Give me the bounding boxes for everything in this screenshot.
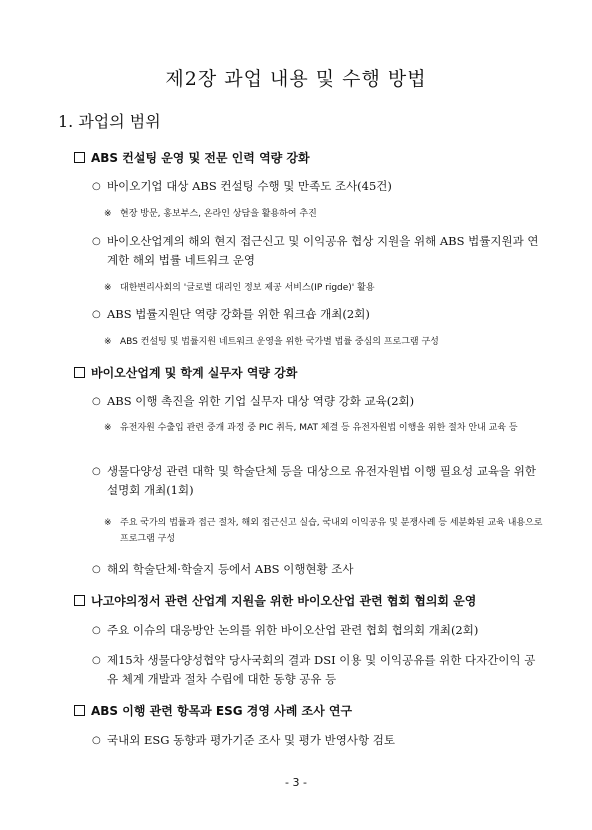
bullet-item: ○ 주요 이슈의 대응방안 논의를 위한 바이오산업 관련 협회 협의회 개최(2회) (92, 621, 542, 640)
block-heading-abs-consulting: ABS 컨설팅 운영 및 전문 인력 역량 강화 (74, 149, 310, 166)
reference-mark-icon: ※ (104, 337, 112, 347)
square-icon (74, 367, 85, 378)
circle-bullet-icon: ○ (92, 466, 101, 477)
bullet-item: ○ 국내외 ESG 동향과 평가기준 조사 및 평가 반영사항 검토 (92, 731, 542, 750)
page-number: - 3 - (285, 776, 307, 789)
note-item: ※ 주요 국가의 법률과 접근 절차, 해외 접근신고 실습, 국내외 이익공유 및 분쟁사례 등 세분화된 교육 내용으로 프로그램 구성 (104, 515, 544, 547)
circle-bullet-icon: ○ (92, 655, 101, 666)
bullet-item: ○ 제15차 생물다양성협약 당사국회의 결과 DSI 이용 및 이익공유를 위한 다자간이익 공유 체계 개발과 절차 수립에 대한 동향 공유 등 (92, 653, 536, 686)
reference-mark-icon: ※ (104, 209, 112, 219)
section-heading: 1. 과업의 범위 (58, 112, 161, 131)
note-item: ※ ABS 컨설팅 및 법률지원 네트워크 운영을 위한 국가별 법률 중심의 프로그램 구성 (104, 334, 544, 350)
reference-mark-icon: ※ (104, 423, 112, 433)
note-item: ※ 유전자원 수출입 관련 중개 과정 중 PIC 취득, MAT 체결 등 유전자원법 이행을 위한 절차 안내 교육 등 (104, 420, 544, 436)
reference-mark-icon: ※ (104, 283, 112, 293)
block-heading-nagoya-council: 나고야의정서 관련 산업계 지원을 위한 바이오산업 관련 협회 협의회 운영 (74, 592, 476, 609)
square-icon (74, 705, 85, 716)
bullet-item: ○ 바이오기업 대상 ABS 컨설팅 수행 및 만족도 조사(45건) (92, 177, 542, 196)
circle-bullet-icon: ○ (92, 181, 101, 192)
note-item: ※ 대한변리사회의 '글로벌 대리인 정보 제공 서비스(IP rigde)' 활용 (104, 280, 544, 296)
reference-mark-icon: ※ (104, 518, 112, 528)
note-item: ※ 현장 방문, 홍보부스, 온라인 상담을 활용하여 추진 (104, 206, 544, 222)
bullet-item: ○ ABS 법률지원단 역량 강화를 위한 워크숍 개최(2회) (92, 305, 542, 324)
bullet-item: ○ 해외 학술단체·학술지 등에서 ABS 이행현황 조사 (92, 560, 542, 579)
bullet-item: ○ 생물다양성 관련 대학 및 학술단체 등을 대상으로 유전자원법 이행 필요성 교육을 위한 설명회 개최(1회) (92, 464, 537, 497)
circle-bullet-icon: ○ (92, 396, 101, 407)
block-heading-capacity-building: 바이오산업계 및 학계 실무자 역량 강화 (74, 364, 297, 381)
circle-bullet-icon: ○ (92, 309, 101, 320)
block-heading-esg-research: ABS 이행 관련 항목과 ESG 경영 사례 조사 연구 (74, 702, 352, 719)
bullet-item: ○ 바이오산업계의 해외 현지 접근신고 및 이익공유 협상 지원을 위해 ABS 법률지원과 연계한 해외 법률 네트워크 운영 (92, 234, 539, 267)
page-title: 제2장 과업 내용 및 수행 방법 (165, 68, 427, 90)
circle-bullet-icon: ○ (92, 735, 101, 746)
bullet-item: ○ ABS 이행 촉진을 위한 기업 실무자 대상 역량 강화 교육(2회) (92, 392, 542, 411)
square-icon (74, 152, 85, 163)
square-icon (74, 595, 85, 606)
circle-bullet-icon: ○ (92, 564, 101, 575)
circle-bullet-icon: ○ (92, 236, 101, 247)
circle-bullet-icon: ○ (92, 625, 101, 636)
